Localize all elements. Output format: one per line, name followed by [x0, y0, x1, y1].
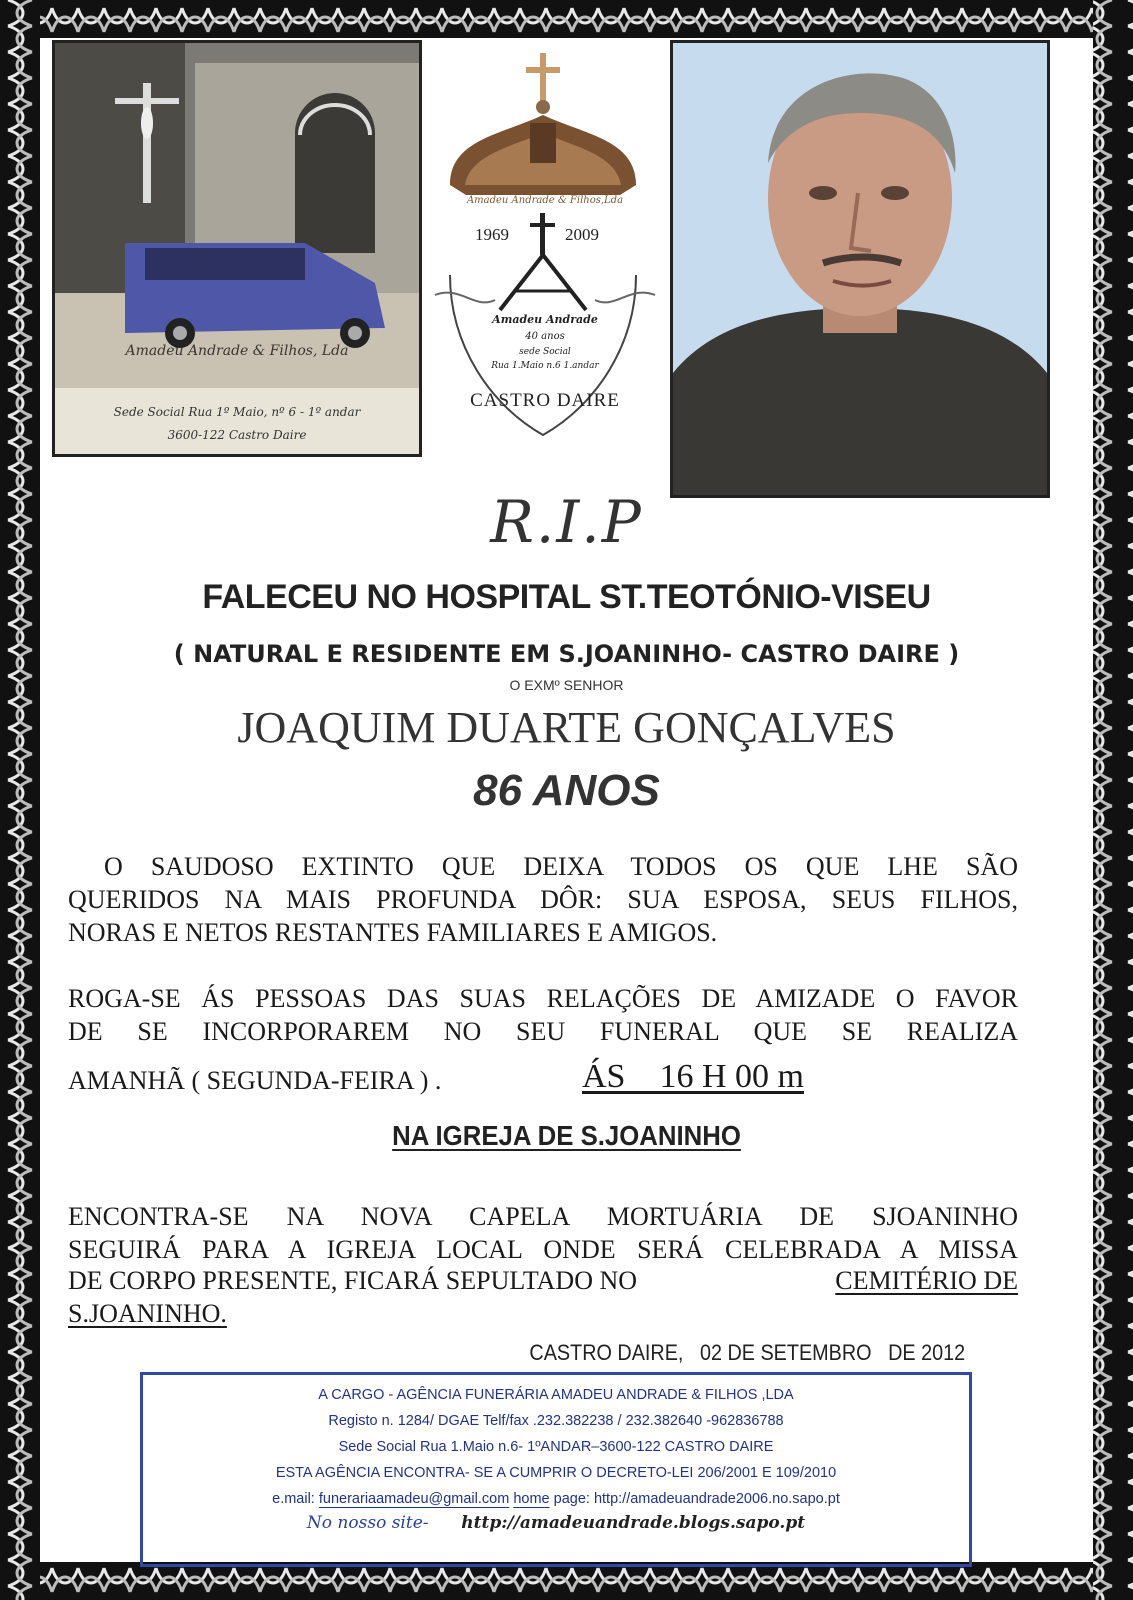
- footer-contact: [143, 1491, 969, 1507]
- logo-street: Rua 1.Maio n.6 1.andar: [491, 361, 599, 371]
- deceased-portrait: [670, 40, 1050, 498]
- para3-line4: S.JOANINHO.: [68, 1299, 227, 1328]
- logo-sede: sede Social: [519, 347, 571, 357]
- para2-line3-date: AMANHÃ ( SEGUNDA-FEIRA ) .: [68, 1066, 442, 1095]
- rip-heading: R.I.P: [490, 488, 643, 556]
- logo-year-end: 2009: [565, 225, 599, 244]
- para2-line2: DE SE INCORPORAREM NO SEU FUNERAL QUE SE REALIZA: [68, 1017, 1018, 1046]
- portrait-image: [673, 43, 1047, 495]
- para3-line1: ENCONTRA-SE NA NOVA CAPELA MORTUÁRIA DE SJOANINHO: [68, 1202, 1018, 1231]
- para3-line3: [68, 1266, 1018, 1296]
- honorific: O EXMº SENHOR: [509, 677, 624, 693]
- para2-line1: ROGA-SE ÁS PESSOAS DAS SUAS RELAÇÕES DE AMIZADE O FAVOR: [68, 984, 1018, 1013]
- home-label[interactable]: home: [513, 1491, 550, 1507]
- death-place: FALECEU NO HOSPITAL ST.TEOTÓNIO-VISEU: [202, 578, 931, 616]
- chapel-scene: [55, 43, 419, 454]
- email-label: e.mail:: [272, 1491, 315, 1507]
- cemetery-label: CEMITÉRIO DE: [835, 1266, 1018, 1295]
- site-link[interactable]: http://amadeuandrade.blogs.sapo.pt: [461, 1513, 806, 1533]
- footer-line4: ESTA AGÊNCIA ENCONTRA- SE A CUMPRIR O DECRETO-LEI 206/2001 E 109/2010: [275, 1465, 837, 1481]
- footer-line3: Sede Social Rua 1.Maio n.6- 1ºANDAR–3600-122 CASTRO DAIRE: [338, 1439, 774, 1455]
- church-location: NA IGREJA DE S.JOANINHO: [392, 1120, 741, 1151]
- funeral-time: ÁS 16 H 00 m: [582, 1058, 804, 1095]
- footer-line1: A CARGO - AGÊNCIA FUNERÁRIA AMADEU ANDRADE & FILHOS ,LDA: [318, 1387, 794, 1403]
- footer-site: [143, 1513, 969, 1533]
- para3-line2: SEGUIRÁ PARA A IGREJA LOCAL ONDE SERÁ CELEBRADA A MISSA: [68, 1235, 1018, 1264]
- home-page-link[interactable]: page: http://amadeuandrade2006.no.sapo.pt: [553, 1491, 840, 1507]
- email-link[interactable]: funerariaamadeu@gmail.com: [318, 1491, 510, 1507]
- chapel-hearse-photo: [52, 40, 422, 457]
- hearse-address-line1: Sede Social Rua 1º Maio, nº 6 - 1º andar: [113, 405, 361, 419]
- logo-brand: Amadeu Andrade: [492, 313, 598, 326]
- agency-footer: [140, 1372, 972, 1567]
- logo-year-start: 1969: [475, 225, 509, 244]
- para1-line3: NORAS E NETOS RESTANTES FAMILIARES E AMIGOS.: [68, 918, 718, 947]
- site-label: No nosso site-: [306, 1513, 429, 1533]
- hearse-address-line2: 3600-122 Castro Daire: [167, 428, 307, 442]
- para1-line2: QUERIDOS NA MAIS PROFUNDA DÔR: SUA ESPOSA, SEUS FILHOS,: [68, 885, 1018, 914]
- agency-logo: [430, 45, 660, 450]
- logo-city: CASTRO DAIRE: [470, 390, 620, 411]
- logo-anniversary: 40 anos: [525, 331, 565, 342]
- place-date: CASTRO DAIRE, 02 DE SETEMBRO DE 2012: [529, 1340, 965, 1365]
- para3-line3-text: DE CORPO PRESENTE, FICARÁ SEPULTADO NO: [68, 1266, 638, 1295]
- hearse-company-script: Amadeu Andrade & Filhos, Lda: [125, 343, 349, 359]
- paragraph-family: [68, 850, 1018, 949]
- origin-line: ( NATURAL E RESIDENTE EM S.JOANINHO- CASTRO DAIRE ): [173, 640, 960, 668]
- deceased-name: JOAQUIM DUARTE GONÇALVES: [237, 703, 896, 752]
- paragraph-burial: [68, 1200, 1018, 1266]
- para1-line1: O SAUDOSO EXTINTO QUE DEIXA TODOS OS QUE LHE SÃO: [104, 852, 1018, 881]
- deceased-age: 86 ANOS: [473, 766, 660, 815]
- logo-top-text: Amadeu Andrade & Filhos,Lda: [466, 195, 624, 206]
- paragraph-invitation: [68, 982, 1018, 1048]
- footer-line2: Registo n. 1284/ DGAE Telf/fax .232.382238 / 232.382640 -962836788: [328, 1413, 784, 1429]
